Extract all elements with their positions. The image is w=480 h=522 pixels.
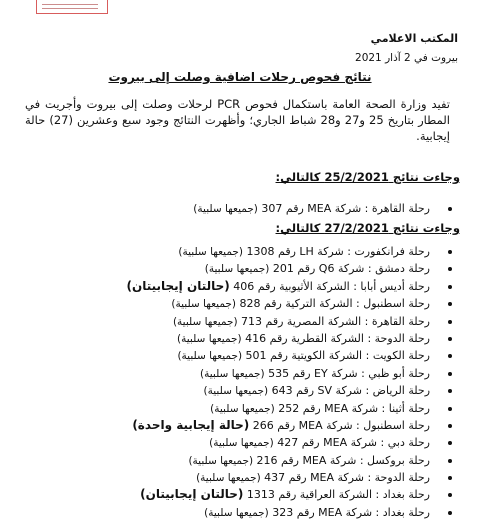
flight-text: رحلة أبو ظبي : شركة EY رقم 535 (268, 366, 430, 380)
list-item (126, 278, 430, 295)
release-date: بيروت في 2 آذار 2021 (355, 52, 458, 64)
flight-result: (جميعها سلبية) (210, 402, 275, 415)
flight-text: رحلة أثينا : شركة MEA رقم 252 (278, 401, 430, 415)
flight-text: رحلة القاهرة : شركة MEA رقم 307 (261, 202, 430, 215)
office-name: المكتب الاعلامي (370, 32, 458, 45)
flight-list-25-feb (193, 200, 430, 217)
flight-result: (حالتان إيجابيتان) (126, 278, 230, 293)
list-item (126, 469, 430, 486)
flight-text: رحلة بروكسل : شركة MEA رقم 216 (256, 453, 430, 467)
flight-result: (جميعها سلبية) (172, 315, 238, 328)
flight-result: (جميعها سلبية) (204, 506, 269, 519)
list-item (126, 504, 430, 521)
flight-text: رحلة الدوحة : شركة MEA رقم 437 (264, 471, 430, 485)
letterhead-logo (36, 0, 108, 14)
list-item (126, 400, 430, 417)
list-item (126, 417, 430, 434)
flight-result: (جميعها سلبية) (177, 350, 243, 363)
flight-result: (حالة إيجابية واحدة) (132, 417, 250, 432)
list-item (126, 452, 430, 469)
flight-result: (جميعها سلبية) (209, 437, 274, 450)
list-item (126, 243, 430, 260)
list-item (126, 434, 430, 451)
flight-text: رحلة الدوحة : الشركة القطرية رقم 416 (245, 331, 430, 345)
flight-result: (جميعها سلبية) (177, 332, 242, 345)
flight-text: رحلة دمشق : شركة Q6 رقم 201 (272, 262, 430, 276)
flight-result: (جميعها سلبية) (204, 263, 270, 276)
flight-text: رحلة القاهرة : الشركة المصرية رقم 713 (241, 314, 430, 328)
flight-result: (جميعها سلبية) (178, 246, 243, 258)
flight-result: (حالتان إيجابيتان) (140, 487, 244, 502)
section-heading-27-feb: وجاءت نتائج 27/2/2021 كالتالي: (275, 221, 460, 235)
flight-text: رحلة الكويت : الشركة الكويتية رقم 501 (245, 349, 430, 363)
flight-text: رحلة بغداد : الشركة العراقية رقم 1313 (246, 488, 430, 502)
intro-paragraph: تفيد وزارة الصحة العامة باستكمال فحوص PCR لرحلات وصلت إلى بيروت وأجريت في المطار بتاريخ 25 و27 و28 شباط الجاري؛ وأظهرت النتائج وجود سبع وعشرين (27) حالة إيجابية. (25, 97, 450, 143)
flight-result: (جميعها سلبية) (203, 385, 269, 398)
list-item (126, 365, 430, 382)
list-item (126, 295, 430, 312)
flight-text: رحلة أديس أبابا : الشركة الأثيوبية رقم 406 (233, 279, 430, 293)
list-item (126, 486, 430, 503)
flight-text: رحلة اسطنبول : شركة MEA رقم 266 (252, 418, 430, 432)
flight-text: رحلة اسطنبول : الشركة التركية رقم 828 (239, 297, 430, 311)
flight-text: رحلة فرانكفورت : شركة LH رقم 1308 (246, 245, 430, 258)
flight-text: رحلة دبي : شركة MEA رقم 427 (277, 436, 430, 450)
flight-text: رحلة الرياض : شركة SV رقم 643 (271, 384, 430, 398)
flight-result: (جميعها سلبية) (171, 298, 236, 311)
flight-result: (جميعها سلبية) (196, 472, 261, 485)
flight-result: (جميعها سلبية) (188, 454, 254, 467)
list-item (126, 382, 430, 399)
section-heading-25-feb: وجاءت نتائج 25/2/2021 كالتالي: (275, 170, 460, 184)
flight-result: (جميعها سلبية) (200, 367, 265, 380)
list-item (126, 347, 430, 364)
flight-result: (جميعها سلبية) (193, 203, 258, 215)
list-item (126, 330, 430, 347)
document-title: نتائج فحوص رحلات اضافية وصلت إلى بيروت (108, 70, 372, 84)
list-item (193, 200, 430, 217)
list-item (126, 313, 430, 330)
flight-text: رحلة بغداد : شركة MEA رقم 323 (272, 505, 430, 519)
list-item (126, 260, 430, 277)
